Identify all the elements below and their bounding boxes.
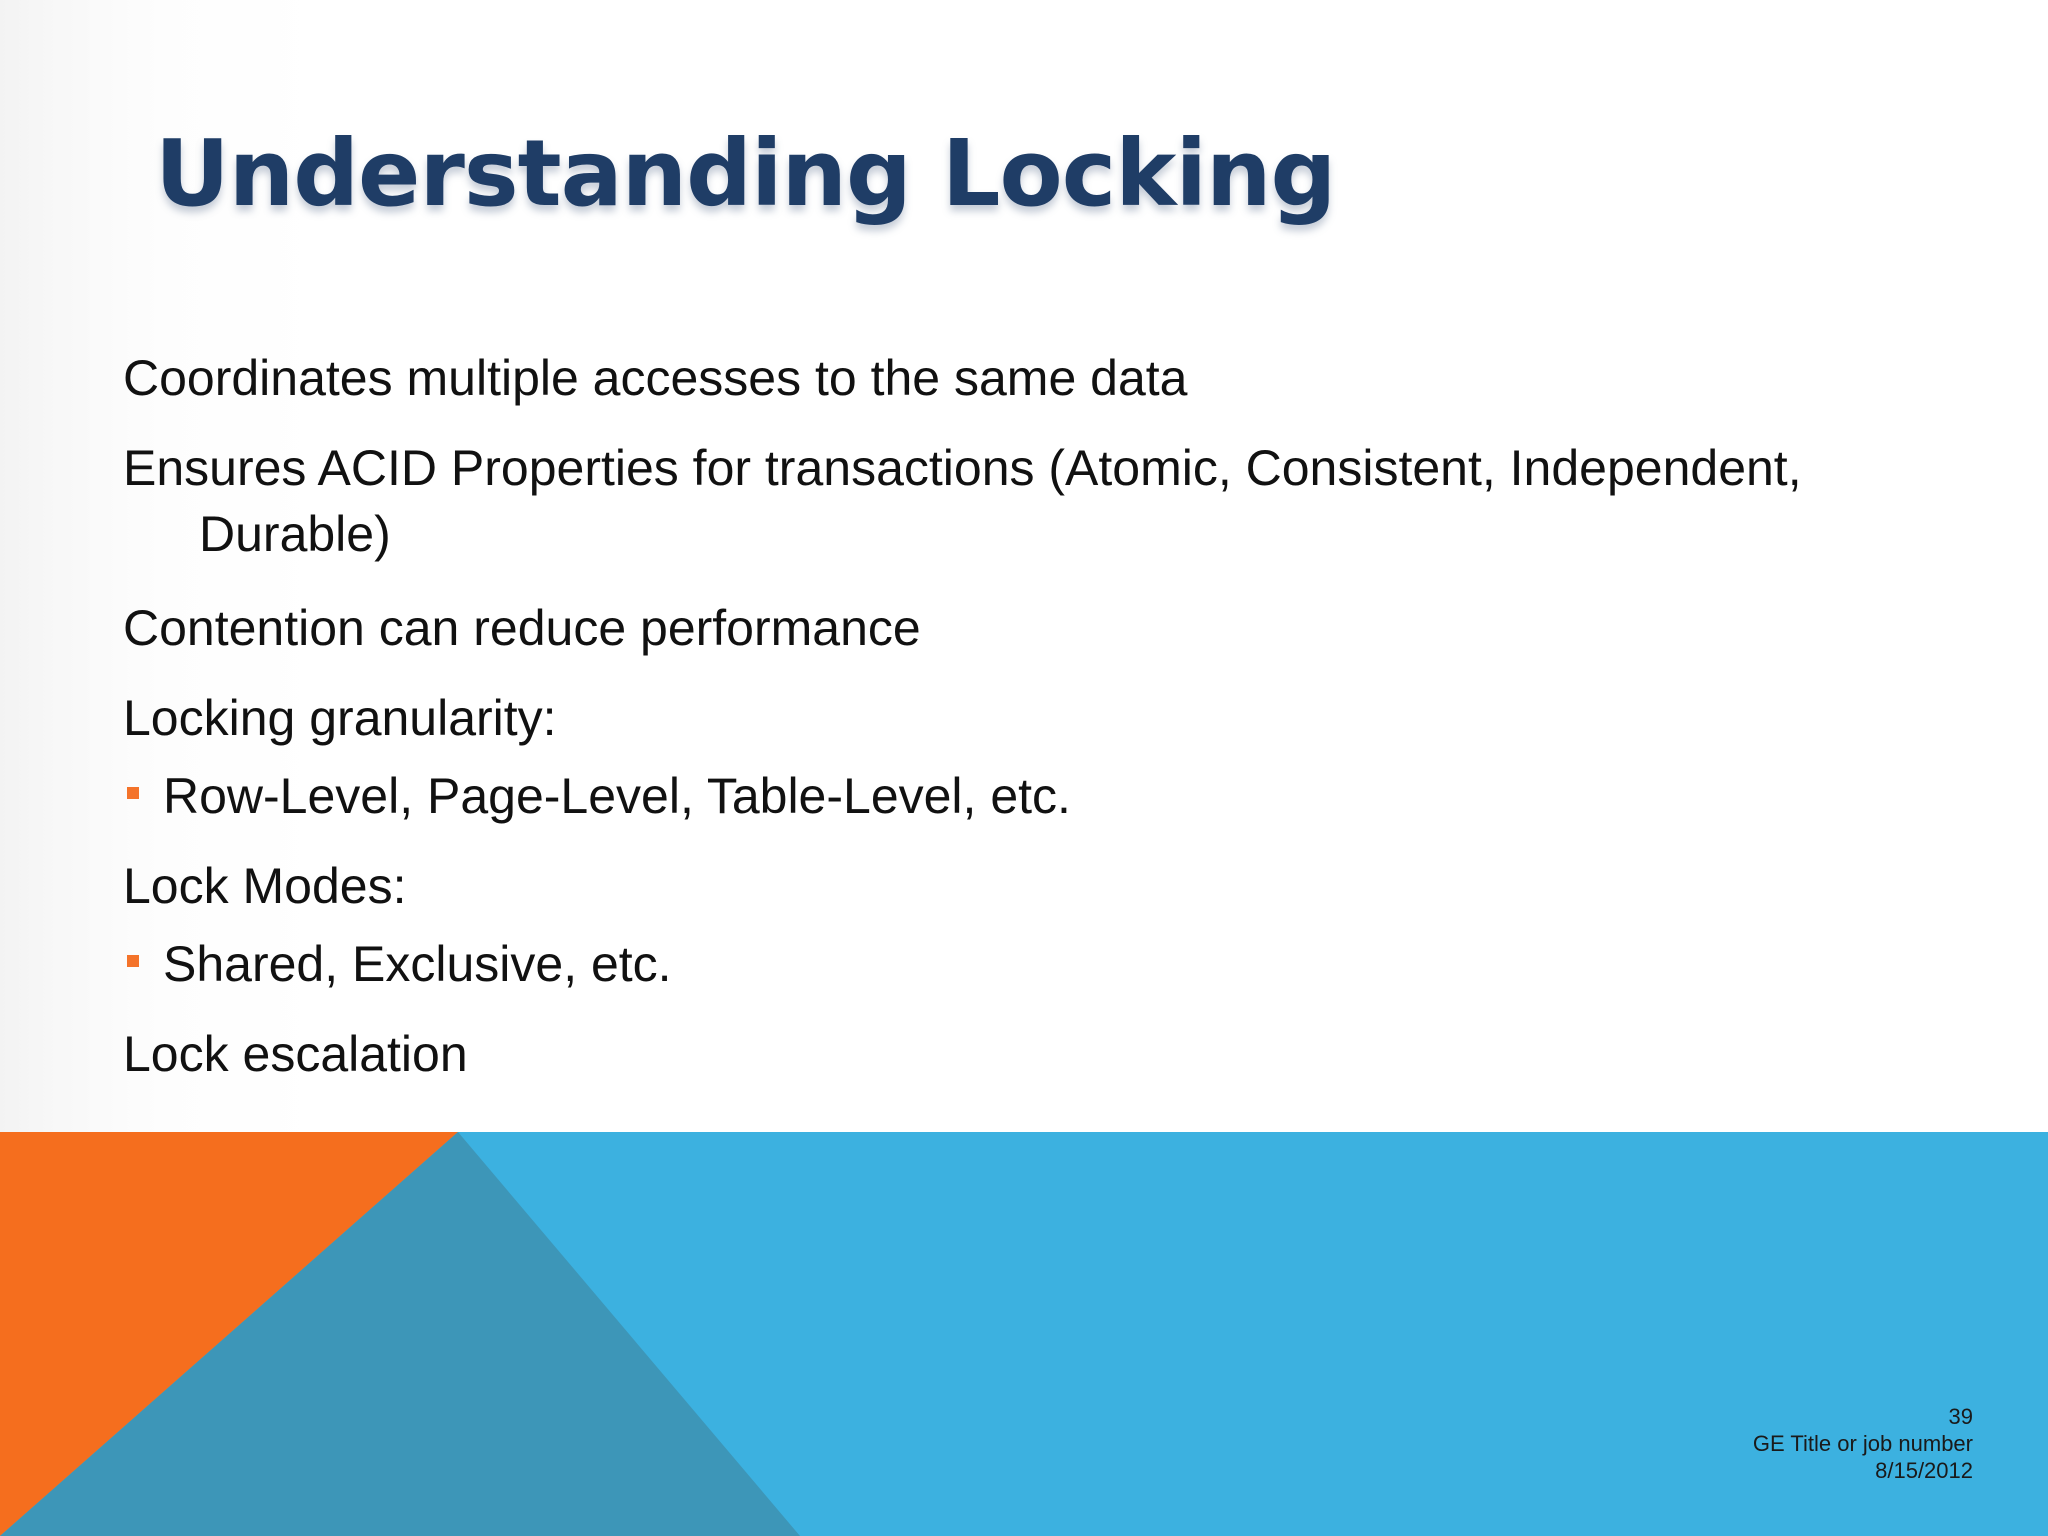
body-line-coordinates: Coordinates multiple accesses to the same data (123, 350, 1188, 406)
square-bullet-icon (127, 787, 139, 799)
body-line-escalation: Lock escalation (123, 1026, 468, 1082)
footer-date: 8/15/2012 (1875, 1458, 1973, 1483)
list-item-label: Row-Level, Page-Level, Table-Level, etc. (163, 768, 1071, 824)
page-number: 39 (1948, 1404, 1973, 1429)
footer-decoration-band (0, 1132, 2048, 1536)
square-bullet-icon (127, 955, 139, 967)
body-line-lock-modes: Lock Modes: (123, 858, 407, 914)
body-line-acid-continued: Durable) (199, 506, 391, 562)
footer-job-title: GE Title or job number (1752, 1431, 1973, 1456)
list-item-granularity-levels (123, 763, 1071, 829)
list-item-label: Shared, Exclusive, etc. (163, 936, 672, 992)
body-line-granularity: Locking granularity: (123, 690, 557, 746)
body-line-contention: Contention can reduce performance (123, 600, 921, 656)
list-item-lock-modes (123, 931, 672, 997)
slide-footer (1753, 1403, 1973, 1484)
body-line-acid: Ensures ACID Properties for transactions (Atomic, Consistent, Independent, (123, 440, 1802, 496)
slide-title: Understanding Locking (155, 120, 1336, 227)
